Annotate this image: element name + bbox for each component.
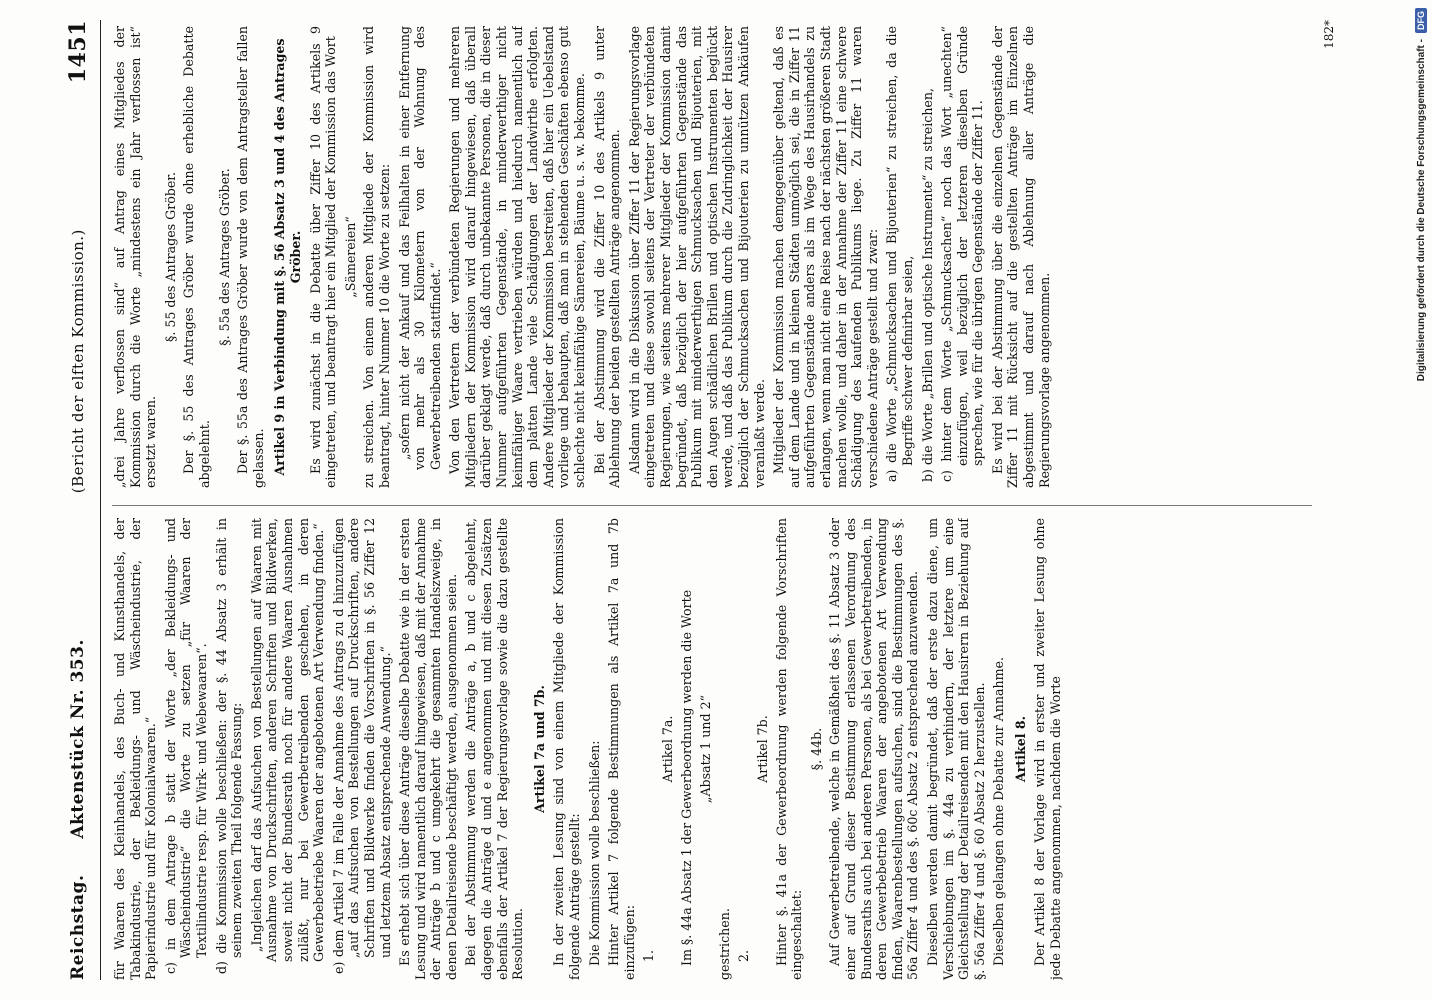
- section-heading: Artikel 8.: [1012, 715, 1028, 783]
- paragraph: Bei der Abstimmung werden die Anträge a, b und c abgelehnt, dagegen die Anträge d und e angenommen und mit diesen Zusätzen ebenfalls der Artikel 7 der Regierungsvorlage sowie die dazu gestellte Resolution.: [463, 518, 526, 980]
- paragraph: Es erhebt sich über diese Anträge dieselbe Debatte wie in der ersten Lesung und wird namentlich darauf hingewiesen, daß mit der Annahme der Anträge b und c umgekehrt die gesammten Handelszweige, in denen Detailreisende beschäftigt werden, ausgenommen seien.: [397, 518, 459, 980]
- paragraph: für Waaren des Kleinhandels, des Buch- und Kunsthandels, der Tabakindustrie, der Bekleidungs- und Wäscheindustrie, der Papierindustrie und für Kolonialwaaren.“: [112, 518, 159, 980]
- paragraph: Der §. 55a des Antrages Gröber wurde von dem Antragsteller fallen gelassen.: [235, 26, 266, 488]
- paragraph: Die Kommission wolle beschließen:: [586, 740, 602, 966]
- paragraph: Es wird bei der Abstimmung über die einzelnen Gegenstände der Ziffer 11 mit Rücksicht auf die gestellten Anträge im Einzelnen abgestimmt und darauf nach Ablehnung aller Anträge die Regierungsvorlage angenommen.: [989, 26, 1052, 488]
- paragraph: Im §. 44a Absatz 1 der Gewerbeordnung werden die Worte: [678, 589, 694, 966]
- centered-line: „Sämereien“: [342, 216, 358, 298]
- dfg-logo-icon: DFG: [1415, 8, 1427, 33]
- list-item: a) die Worte „Schmucksachen und Bijouterien“ zu streichen, da die Begriffe schwer definirbar seien,: [884, 26, 915, 482]
- paragraph: Von den Vertretern der verbündeten Regierungen und mehreren Mitgliedern der Kommission wird darauf hingewiesen, daß überall darüber geklagt werde, daß durch unbekannte Personen, die in dieser Nummer aufgeführten Gegenstände, in minderwerthiger nicht keimfähiger Waare vertrieben würden und hiedurch namentlich auf dem platten Lande viele Schädigungen der Landwirthe erfolgten. Andere Mitglieder der Kommission bestreiten, daß hier ein Uebelstand vorliege und behaupten, daß man in stehenden Geschäften ebenso gut schlechte nicht keimfähige Sämereien, Bäume u. s. w. bekomme.: [447, 26, 588, 488]
- item-number: 2.: [736, 949, 752, 962]
- credit-text: Digitalisierung gefördert durch die Deutsche Forschungsgemeinschaft -: [1415, 39, 1427, 382]
- centered-line: §. 44b.: [808, 727, 824, 771]
- publication-title: Reichstag.: [68, 874, 88, 980]
- centered-line: §. 55a des Antrages Gröber.: [216, 168, 232, 346]
- centered-line: „Absatz 1 und 2“: [698, 694, 714, 804]
- list-item: b) die Worte „Brillen und optische Instrumente“ zu streichen,: [919, 88, 935, 482]
- paragraph: Mitglieder der Kommission machen demgegenüber geltend, daß es auf dem Lande und in kleinen Städten unmöglich sei, die in Ziffer 11 aufgeführten Gegenstände anders als im Wege des Hausirhandels zu erlangen, wenn man nicht eine Reise nach der nächsten größeren Stadt machen wolle, und daher in der Annahme der Ziffer 11 eine schwere Schädigung des kaufenden Publikums liege. Zu Ziffer 11 waren verschiedene Anträge gestellt und zwar:: [771, 26, 880, 488]
- digitization-credit: [1410, 0, 1432, 1000]
- paragraph: In der zweiten Lesung sind von einem Mitgliede der Kommission folgende Anträge gestellt:: [551, 518, 583, 980]
- page-number: 1451: [65, 20, 91, 84]
- paragraph: zu streichen. Von einem anderen Mitgliede der Kommission wird beantragt, hinter Nummer 10 die Worte zu setzen:: [361, 26, 392, 488]
- paragraph: Dieselben werden damit begründet, daß der erste dazu diene, um Verschiebungen im §. 44a zu verhindern, der letztere um eine Gleichstellung der Detailreisenden mit den Hausirern in Beziehung auf §. 56a Ziffer 4 und §. 60 Absatz 2 herzustellen.: [924, 518, 987, 980]
- paragraph: Auf Gewerbetreibende, welche in Gemäßheit des §. 11 Absatz 3 oder einer auf Grund dieser Bestimmung erlassenen Verordnung des Bundesraths auch bei anderen Personen, als bei Gewerbetreibenden, in deren Gewerbebetrieb Waaren der angebotenen Art Verwendung finden, Waarenbestellungen aufsuchen, sind die Bestimmungen des §. 56a Ziffer 4 und des §. 60c Absatz 2 entsprechend anzuwenden.: [827, 518, 921, 980]
- column-divider: [112, 505, 1312, 506]
- paragraph: Bei der Abstimmung wird die Ziffer 10 des Artikels 9 unter Ablehnung der beiden gestellten Anträge angenommen.: [591, 26, 623, 488]
- header-rule: [100, 20, 101, 980]
- paragraph: Hinter §. 41a der Gewerbeordnung werden folgende Vorschriften eingeschaltet:: [773, 518, 805, 980]
- section-heading: Artikel 9 in Verbindung mit §. 56 Absatz 3 und 4 des Antrages Gröber.: [272, 38, 303, 476]
- page-header: [58, 20, 98, 980]
- item-number: 1.: [641, 949, 657, 962]
- paragraph: „drei Jahre verflossen sind“ auf Antrag eines Mitgliedes der Kommission durch die Worte „mindestens ein Jahr verflossen ist“ ersetzt waren.: [112, 26, 159, 488]
- list-item: c) in dem Antrage b statt der Worte „der Bekleidungs- und Wäscheindustrie“ die Worte zu setzen „für Waaren der Textilindustrie resp. für Wirk- und Webewaaren“.: [162, 518, 209, 974]
- list-item: c) hinter dem Worte „Schmucksachen“ noch das Wort „unechten“ einzufügen, weil bezüglich der letzteren dieselben Gründe sprechen, wie für die übrigen Gegenstände der Ziffer 11.: [939, 26, 986, 482]
- paragraph: Hinter Artikel 7 folgende Bestimmungen als Artikel 7a und 7b einzufügen:: [606, 518, 637, 980]
- paragraph: Es wird zunächst in die Debatte über Ziffer 10 des Artikels 9 eingetreten, und beantragt hier ein Mitglied der Kommission das Wort: [307, 26, 339, 488]
- rotated-page-body: [50, 0, 1340, 1000]
- list-item: d) die Kommission wolle beschließen: der §. 44 Absatz 3 erhält in seinem zweiten Theil folgende Fassung:: [213, 518, 245, 974]
- paragraph: gestrichen.: [716, 908, 732, 980]
- centered-line: Artikel 7b.: [754, 715, 770, 783]
- paragraph: Der §. 55 des Antrages Gröber wurde ohne erhebliche Debatte abgelehnt.: [181, 26, 212, 488]
- centered-line: §. 55 des Antrages Gröber.: [162, 172, 178, 342]
- left-column: [112, 518, 1322, 980]
- header-left: [68, 639, 88, 980]
- paragraph: Dieselben gelangen ohne Debatte zur Annahme.: [991, 656, 1007, 966]
- centered-line: Artikel 7a.: [660, 715, 675, 783]
- section-title: (Bericht der elften Kommission.): [69, 229, 87, 494]
- paragraph: Alsdann wird in die Diskussion über Ziffer 11 der Regierungsvorlage eingetreten und diese sowohl seitens der Vertreter der verbündeten Regierungen, wie seitens mehrerer Mitglieder der Kommission damit begründet, daß bezüglich der hier aufgeführten Gegenstände das Publikum mit minderwerthigen Schmucksachen und Bijouterien, mit den Augen schädlichen Brillen und optischen Instrumenten beglückt werde, und daß das Publikum durch die Zudringlichkeit der Hausirer bezüglich der Schmucksachen und Bijouterien zu unnützen Ankäufen veranlaßt werde.: [626, 26, 767, 488]
- block-quote: „Ingleichen darf das Aufsuchen von Bestellungen auf Waaren mit Ausnahme von Druckschriften, anderen Schriften und Bildwerken, soweit nicht der Bundesrath noch für andere Waaren Ausnahmen zuläßt, nur bei Gewerbetreibenden geschehen, in deren Gewerbebetriebe Waaren der angebotenen Art Verwendung finden.“: [248, 518, 327, 962]
- section-heading: Artikel 7a und 7b.: [531, 685, 547, 813]
- list-item: e) dem Artikel 7 im Falle der Annahme des Antrags zu d hinzuzufügen „auf das Aufsuchen von Bestellungen auf Druckschriften, andere Schriften und Bildwerke finden die Vorschriften in §. 56 Ziffer 12 und letztem Absatz entsprechende Anwendung.“: [330, 518, 393, 974]
- document-reference: Aktenstück Nr. 353.: [68, 639, 88, 839]
- block-quote: „sofern nicht der Ankauf und das Feilhalten in einer Entfernung von mehr als 30 Kilometern von der Wohnung des Gewerbetreibenden stattfindet.“: [396, 26, 443, 470]
- right-column: [112, 26, 1322, 488]
- paragraph: Der Artikel 8 der Vorlage wird in erster und zweiter Lesung ohne jede Debatte angenommen, nachdem die Worte: [1032, 518, 1064, 980]
- signature-mark: 182*: [1322, 20, 1336, 49]
